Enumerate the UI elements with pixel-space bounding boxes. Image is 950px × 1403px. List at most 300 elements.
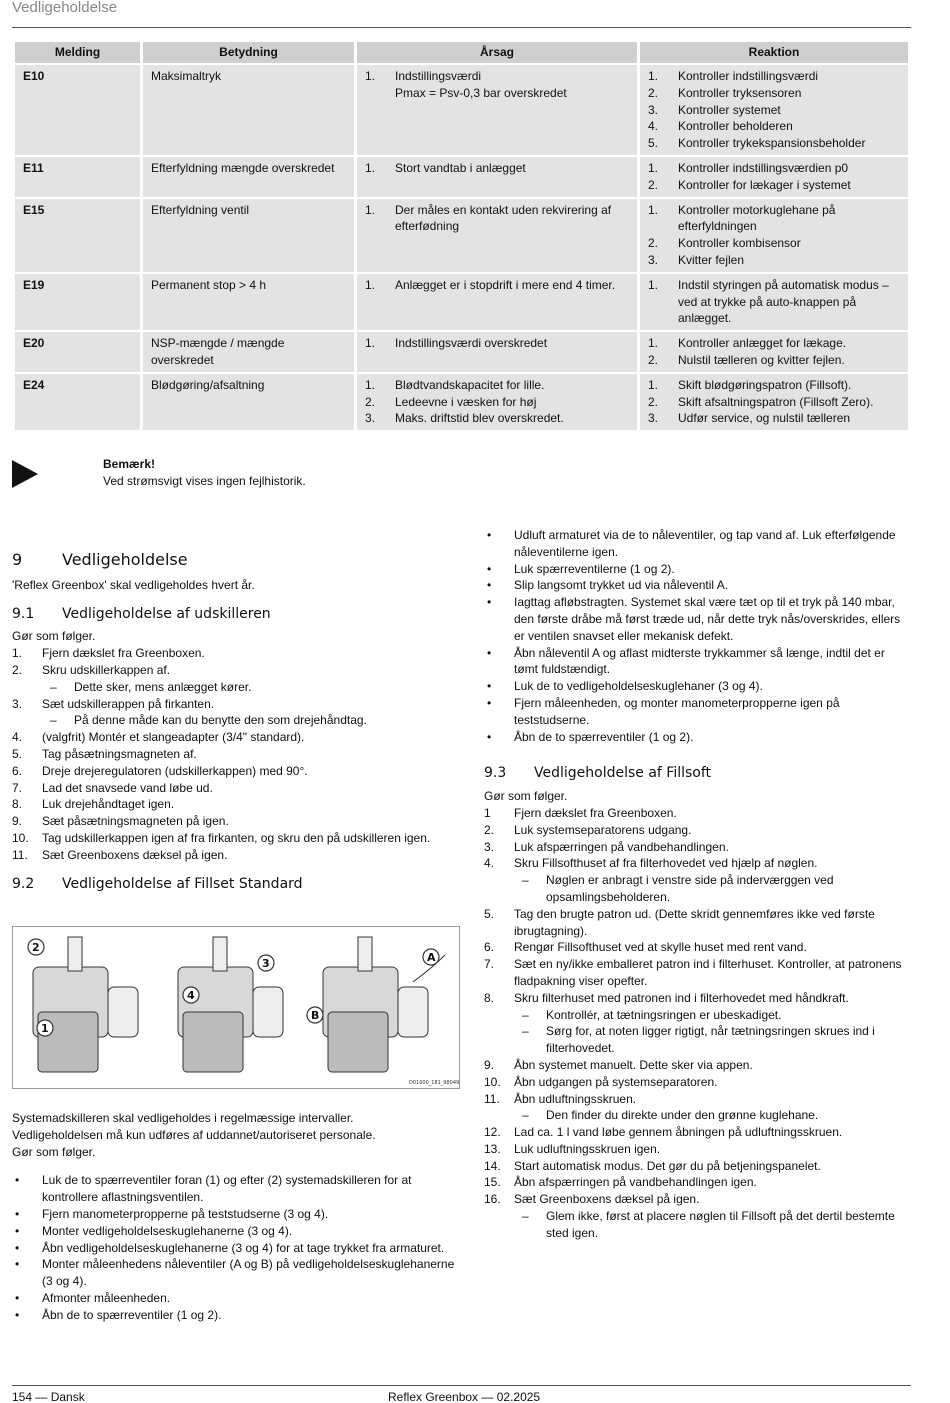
bullet-text: Åbn nåleventil A og aflast midterste trykkammer så længe, indtil det er tømt fuldstændigt. xyxy=(514,645,885,677)
error-code: E20 xyxy=(15,332,140,372)
error-meaning: Permanent stop > 4 h xyxy=(143,274,354,330)
item-text: Stort vandtab i anlægget xyxy=(395,160,526,175)
error-code: E11 xyxy=(15,157,140,197)
step-number: 7. xyxy=(484,957,495,972)
step-item xyxy=(484,939,912,956)
item-text: Kontroller beholderen xyxy=(678,119,793,134)
bullet-text: Åbn de to spærreventiler (1 og 2). xyxy=(42,1307,222,1322)
bullet-item xyxy=(12,1307,462,1324)
list-item xyxy=(648,235,900,252)
step-number: 11. xyxy=(484,1091,500,1106)
item-number: 1. xyxy=(648,202,659,217)
item-number: 2. xyxy=(365,394,376,409)
step-text: Åbn afspærringen på vandbehandlingen igen. xyxy=(514,1175,757,1190)
bullet-mark: • xyxy=(487,528,492,542)
cause-cell xyxy=(357,199,637,272)
bullet-text: Fjern måleenheden, og monter manometerpropperne igen på teststudserne. xyxy=(514,695,840,727)
step-text: Skru udskillerkappen af. xyxy=(42,662,171,677)
lead-text: Gør som følger. xyxy=(484,789,568,804)
step-item xyxy=(484,1091,912,1108)
step-text: Lad ca. 1 l vand løbe gennem åbningen på udluftningsskruen. xyxy=(514,1125,843,1140)
step-number: 4. xyxy=(12,730,23,745)
step-item xyxy=(12,645,462,662)
bullet-mark: • xyxy=(487,578,492,593)
step-number: 5. xyxy=(12,746,23,761)
bullet-text: Monter vedligeholdelseskuglehanerne (3 og 4). xyxy=(42,1223,293,1238)
step-text: Sæt påsætningsmagneten på igen. xyxy=(42,814,229,829)
item-number: 3. xyxy=(648,411,659,426)
bullet-mark: • xyxy=(15,1206,20,1221)
step-item xyxy=(484,805,912,822)
list-item xyxy=(648,68,900,85)
bullet-text: Åbn de to spærreventiler (1 og 2). xyxy=(514,729,694,744)
cause-cell xyxy=(357,332,637,372)
heading-number: 9.3 xyxy=(484,765,507,782)
step-subitem xyxy=(484,1208,912,1242)
bullet-item xyxy=(484,695,912,729)
dash: – xyxy=(522,1209,529,1224)
step-text: Tag den brugte patron ud. (Dette skridt gennemføres ikke ved første ibrugtagning). xyxy=(514,906,875,938)
bullet-text: Åbn vedligeholdelseskuglehanerne (3 og 4) for at tage trykket fra armaturet. xyxy=(42,1240,445,1255)
cause-cell xyxy=(357,374,637,430)
error-meaning: Efterfyldning ventil xyxy=(143,199,354,272)
item-text: Kontroller kombisensor xyxy=(678,236,801,251)
list-item xyxy=(648,277,900,327)
item-number xyxy=(365,85,395,102)
list-item xyxy=(365,410,629,427)
left-column xyxy=(12,552,462,892)
svg-text:4: 4 xyxy=(187,989,195,1002)
error-meaning: Efterfyldning mængde overskredet xyxy=(143,157,354,197)
heading-number: 9 xyxy=(12,550,23,569)
bullet-item xyxy=(484,678,912,695)
step-item xyxy=(484,1124,912,1141)
col-header-reaktion: Reaktion xyxy=(640,42,908,63)
bullet-text: Iagttag afløbstragten. Systemet skal være tæt op til et tryk på 140 mbar, den første dråbe må først træde ud, når dette tryk nås/overskrides, ellers er ventilen snavset eller mekanisk defekt. xyxy=(514,595,901,643)
step-number: 8. xyxy=(12,797,23,812)
intro-text: 'Reflex Greenbox' skal vedligeholdes hvert år. xyxy=(12,577,255,592)
bullet-text: Udluft armaturet via de to nåleventiler, og tap vand af. Luk efterfølgende nåleventilerne igen. xyxy=(514,528,896,559)
table-header-row xyxy=(15,42,908,63)
step-number: 6. xyxy=(12,763,23,778)
item-text: Kontroller indstillingsværdi xyxy=(678,69,819,83)
dash: – xyxy=(522,1108,529,1123)
right-column xyxy=(484,527,912,1242)
error-meaning: Maksimaltryk xyxy=(143,65,354,155)
cause-cell xyxy=(357,157,637,197)
step-text: Luk udluftningsskruen igen. xyxy=(514,1141,661,1156)
item-number: 3. xyxy=(648,252,659,267)
steps-9-1 xyxy=(12,645,462,863)
subitem-text: Kontrollér, at tætningsringen er ubeskadiget. xyxy=(546,1007,782,1022)
heading-title: Vedligeholdelse xyxy=(62,550,188,569)
step-subitem xyxy=(12,679,462,696)
list-item xyxy=(365,160,629,177)
step-number: 1 xyxy=(484,805,491,820)
bullet-text: Slip langsomt trykket ud via nåleventil A. xyxy=(514,578,729,593)
list-item xyxy=(648,177,900,194)
heading-number: 9.1 xyxy=(12,605,35,622)
item-text: Skift afsaltningspatron (Fillsoft Zero). xyxy=(678,394,874,409)
item-text: Kontroller trykekspansionsbeholder xyxy=(678,136,866,151)
bullet-mark: • xyxy=(15,1307,20,1322)
step-item xyxy=(12,696,462,713)
step-item xyxy=(484,1191,912,1208)
bullet-item xyxy=(484,561,912,578)
item-text: Anlægget er i stopdrift i mere end 4 timer. xyxy=(395,277,616,292)
bullet-item xyxy=(484,729,912,746)
step-item xyxy=(484,839,912,856)
step-number: 4. xyxy=(484,856,495,871)
cause-list xyxy=(365,68,629,102)
step-item xyxy=(484,822,912,839)
step-item xyxy=(484,1074,912,1091)
step-text: Sæt Greenboxens dæksel på igen. xyxy=(514,1192,700,1207)
step-text: Tag udskillerkappen igen af fra firkanten, og skru den på udskilleren igen. xyxy=(42,830,431,845)
step-text: Start automatisk modus. Det gør du på betjeningspanelet. xyxy=(514,1158,821,1173)
step-item xyxy=(12,662,462,679)
subitem-text: Nøglen er anbragt i venstre side på inderværggen ved opsamlingsbeholderen. xyxy=(546,873,834,904)
list-item xyxy=(365,377,629,394)
bullet-mark: • xyxy=(15,1240,20,1255)
steps-9-3 xyxy=(484,805,912,1242)
list-item xyxy=(648,352,900,369)
item-number: 3. xyxy=(365,411,376,426)
step-item xyxy=(484,956,912,990)
subitem-text: På denne måde kan du benytte den som drejehåndtag. xyxy=(74,713,367,728)
reaction-cell xyxy=(640,65,908,155)
footer-page: 154 — Dansk xyxy=(12,1390,85,1403)
step-text: Luk drejehåndtaget igen. xyxy=(42,797,175,812)
dash: – xyxy=(522,873,529,888)
error-code: E19 xyxy=(15,274,140,330)
header-rule xyxy=(12,27,911,28)
bullet-item xyxy=(484,577,912,594)
svg-text:B: B xyxy=(311,1009,320,1022)
item-text: Kontroller tryksensoren xyxy=(678,85,802,100)
error-code: E10 xyxy=(15,65,140,155)
fillset-illustration xyxy=(13,927,459,1088)
step-item xyxy=(484,855,912,872)
item-number: 2. xyxy=(648,85,659,100)
step-text: Luk systemseparatorens udgang. xyxy=(514,822,692,837)
list-item xyxy=(648,410,900,427)
paragraph-line: Systemadskilleren skal vedligeholdes i regelmæssige intervaller. xyxy=(12,1111,354,1125)
item-number: 1. xyxy=(365,336,376,351)
item-number: 2. xyxy=(648,236,659,251)
reaction-cell xyxy=(640,332,908,372)
step-number: 9. xyxy=(484,1057,495,1072)
error-meaning: Blødgøring/afsaltning xyxy=(143,374,354,430)
reaction-cell xyxy=(640,274,908,330)
list-item xyxy=(648,160,900,177)
reaction-cell xyxy=(640,157,908,197)
step-text: Skru Fillsofthuset af fra filterhovedet ved hjælp af nøglen. xyxy=(514,856,818,871)
step-text: Rengør Fillsofthuset ved at skylle huset med rent vand. xyxy=(514,940,807,955)
item-text: Kontroller systemet xyxy=(678,102,781,117)
step-text: (valgfrit) Montér et slangeadapter (3/4" standard). xyxy=(42,730,305,745)
step-text: Sæt udskillerappen på firkanten. xyxy=(42,696,215,711)
step-number: 3. xyxy=(12,696,23,711)
item-number: 5. xyxy=(648,136,659,151)
fillset-figure xyxy=(12,926,460,1089)
dash: – xyxy=(50,679,57,694)
step-number: 2. xyxy=(12,662,23,677)
bullet-mark: • xyxy=(487,729,492,744)
step-item xyxy=(12,729,462,746)
heading-9-3 xyxy=(484,765,912,782)
step-number: 10. xyxy=(12,830,29,845)
step-text: Luk afspærringen på vandbehandlingen. xyxy=(514,839,729,854)
step-text: Dreje drejeregulatoren (udskillerkappen) med 90°. xyxy=(42,763,308,778)
bullet-item xyxy=(12,1206,462,1223)
footer-doc: Reflex Greenbox — 02.2025 xyxy=(388,1390,541,1403)
item-text: Maks. driftstid blev overskredet. xyxy=(395,411,564,426)
paragraph-line: Vedligeholdelsen må kun udføres af uddannet/autoriseret personale. xyxy=(12,1127,376,1142)
list-item xyxy=(648,252,900,269)
reaction-cell xyxy=(640,199,908,272)
step-number: 8. xyxy=(484,990,495,1005)
step-subitem xyxy=(484,872,912,906)
step-item xyxy=(484,1141,912,1158)
left-column-lower xyxy=(12,1110,462,1324)
step-text: Sæt en ny/ikke emballeret patron ind i filterhuset. Kontroller, at patronens fladpakning viser opefter. xyxy=(514,957,902,988)
bullet-item xyxy=(484,594,912,644)
step-number: 9. xyxy=(12,814,23,829)
step-subitem xyxy=(12,712,462,729)
svg-text:1: 1 xyxy=(41,1022,49,1035)
reaction-list xyxy=(648,68,900,152)
list-item xyxy=(648,102,900,119)
svg-text:3: 3 xyxy=(262,957,270,970)
step-text: Fjern dækslet fra Greenboxen. xyxy=(42,646,205,661)
item-number: 1. xyxy=(648,160,659,175)
step-subitem xyxy=(484,1023,912,1057)
bullet-item xyxy=(12,1290,462,1307)
item-number: 1. xyxy=(365,277,376,292)
col-header-arsag: Årsag xyxy=(357,42,637,63)
item-text: Kvitter fejlen xyxy=(678,252,745,267)
step-subitem xyxy=(484,1107,912,1124)
svg-text:A: A xyxy=(427,951,436,964)
bullet-mark: • xyxy=(15,1290,20,1305)
subitem-text: Den finder du direkte under den grønne kuglehane. xyxy=(546,1108,819,1123)
bullet-text: Afmonter måleenheden. xyxy=(42,1290,171,1305)
step-number: 15. xyxy=(484,1175,501,1190)
item-number: 1. xyxy=(365,202,376,217)
item-number: 1. xyxy=(365,377,376,392)
step-item xyxy=(12,746,462,763)
step-item xyxy=(12,780,462,797)
step-number: 6. xyxy=(484,940,495,955)
item-text: Indstil styringen på automatisk modus – ved at trykke på auto-knappen på anlægget. xyxy=(678,277,889,326)
cause-list xyxy=(365,335,629,352)
bullet-item xyxy=(12,1223,462,1240)
step-number: 7. xyxy=(12,780,23,795)
error-meaning: NSP-mængde / mængde overskredet xyxy=(143,332,354,372)
list-item xyxy=(365,335,629,352)
list-item xyxy=(648,394,900,411)
error-table xyxy=(12,40,911,432)
step-subitem xyxy=(484,1007,912,1024)
heading-title: Vedligeholdelse af Fillsoft xyxy=(534,765,712,782)
item-text: Indstillingsværdi xyxy=(395,69,482,83)
item-number: 1. xyxy=(648,336,659,351)
item-text: Skift blødgøringspatron (Fillsoft). xyxy=(678,377,852,392)
list-item xyxy=(648,202,900,236)
step-item xyxy=(484,990,912,1007)
note-title: Bemærk! xyxy=(103,457,156,471)
reaction-list xyxy=(648,377,900,427)
dash: – xyxy=(522,1024,529,1039)
bullet-mark: • xyxy=(487,645,492,660)
step-item xyxy=(12,847,462,864)
list-item xyxy=(648,335,900,352)
figure-code: D01000_181_98049 xyxy=(409,1080,459,1086)
bullet-item xyxy=(484,645,912,679)
item-text: Kontroller anlægget for lækage. xyxy=(678,336,847,351)
bullet-text: Luk de to vedligeholdelseskuglehaner (3 og 4). xyxy=(514,679,763,694)
reaction-cell xyxy=(640,374,908,430)
step-text: Lad det snavsede vand løbe ud. xyxy=(42,780,213,795)
bullet-mark: • xyxy=(487,561,492,576)
bullet-mark: • xyxy=(15,1223,20,1238)
step-text: Fjern dækslet fra Greenboxen. xyxy=(514,805,677,820)
item-text: Udfør service, og nulstil tælleren xyxy=(678,411,851,426)
table-row xyxy=(15,65,908,155)
bullet-text: Monter måleenhedens nåleventiler (A og B) på vedligeholdelseskuglehanerne (3 og 4). xyxy=(42,1257,455,1289)
heading-title: Vedligeholdelse af Fillset Standard xyxy=(62,875,303,892)
bullet-mark: • xyxy=(15,1257,20,1272)
item-number: 1. xyxy=(648,69,659,83)
step-text: Skru filterhuset med patronen ind i filterhovedet med håndkraft. xyxy=(514,990,849,1005)
step-item xyxy=(484,1174,912,1191)
step-text: Åbn systemet manuelt. Dette sker via appen. xyxy=(514,1057,753,1072)
list-item xyxy=(648,377,900,394)
bullet-item xyxy=(12,1240,462,1257)
subitem-text: Sørg for, at noten ligger rigtigt, når tætningsringen skrues ind i filterhovedet. xyxy=(546,1024,875,1056)
item-number: 1. xyxy=(365,160,376,175)
item-number: 2. xyxy=(648,177,659,192)
error-code: E24 xyxy=(15,374,140,430)
reaction-list xyxy=(648,335,900,369)
lead-text: Gør som følger. xyxy=(12,629,96,644)
step-text: Sæt Greenboxens dæksel på igen. xyxy=(42,847,228,862)
step-item xyxy=(484,1057,912,1074)
bullet-text: Fjern manometerpropperne på teststudserne (3 og 4). xyxy=(42,1206,329,1221)
list-item xyxy=(648,118,900,135)
step-item xyxy=(484,906,912,940)
item-text: Der måles en kontakt uden rekvirering af efterfødning xyxy=(395,202,612,234)
dash: – xyxy=(522,1007,529,1022)
step-number: 11. xyxy=(12,847,28,862)
subitem-text: Dette sker, mens anlægget kører. xyxy=(74,679,252,694)
list-item xyxy=(365,202,629,236)
bullet-text: Luk de to spærreventiler foran (1) og efter (2) systemadskilleren for at kontrollere aflastningsventilen. xyxy=(42,1173,412,1205)
item-number: 3. xyxy=(648,102,659,117)
item-text: Ledeevne i væsken for høj xyxy=(395,394,537,409)
step-item xyxy=(12,830,462,847)
heading-title: Vedligeholdelse af udskilleren xyxy=(62,605,271,622)
heading-number: 9.2 xyxy=(12,875,35,892)
svg-text:2: 2 xyxy=(32,941,40,954)
dash: – xyxy=(50,713,57,728)
item-text: Nulstil tælleren og kvitter fejlen. xyxy=(678,352,845,367)
bullets-9-2-cont xyxy=(484,527,912,745)
col-header-melding: Melding xyxy=(15,42,140,63)
step-number: 12. xyxy=(484,1125,501,1140)
list-item xyxy=(648,135,900,152)
reaction-list xyxy=(648,160,900,194)
item-number: 2. xyxy=(648,352,659,367)
cause-cell xyxy=(357,65,637,155)
reaction-list xyxy=(648,277,900,327)
item-number: 1. xyxy=(648,377,659,392)
step-number: 14. xyxy=(484,1158,501,1173)
table-row xyxy=(15,274,908,330)
bullets-9-2 xyxy=(12,1172,462,1323)
paragraph-line: Gør som følger. xyxy=(12,1144,96,1159)
item-number: 1. xyxy=(365,69,376,83)
bullet-mark: • xyxy=(487,679,492,694)
item-text: Indstillingsværdi overskredet xyxy=(395,336,548,351)
bullet-mark: • xyxy=(487,695,492,710)
bullet-item xyxy=(12,1172,462,1206)
item-text: Pmax = Psv-0,3 bar overskredet xyxy=(395,85,567,100)
step-text: Åbn udluftningsskruen. xyxy=(514,1091,637,1106)
step-number: 13. xyxy=(484,1141,501,1156)
cause-cell xyxy=(357,274,637,330)
step-item xyxy=(12,796,462,813)
reaction-list xyxy=(648,202,900,269)
step-number: 2. xyxy=(484,822,495,837)
list-item xyxy=(365,394,629,411)
cause-list xyxy=(365,277,629,294)
step-number: 16. xyxy=(484,1192,501,1207)
cause-list xyxy=(365,202,629,236)
bullet-text: Luk spærreventilerne (1 og 2). xyxy=(514,561,675,576)
paragraph-9-2 xyxy=(12,1110,462,1160)
footer-rule xyxy=(12,1385,911,1386)
bullet-mark: • xyxy=(487,595,492,610)
list-item xyxy=(365,68,629,85)
table-row xyxy=(15,157,908,197)
item-number: 1. xyxy=(648,277,659,292)
step-text: Åbn udgangen på systemseparatoren. xyxy=(514,1074,718,1089)
cause-list xyxy=(365,160,629,177)
running-head: Vedligeholdelse xyxy=(12,0,118,16)
table-row xyxy=(15,199,908,272)
step-number: 1. xyxy=(12,646,23,661)
heading-9-2 xyxy=(12,876,462,893)
heading-9-1 xyxy=(12,606,462,623)
list-item xyxy=(365,85,629,102)
step-number: 5. xyxy=(484,906,495,921)
item-number: 4. xyxy=(648,119,659,134)
step-item xyxy=(12,813,462,830)
bullet-item xyxy=(12,1256,462,1290)
cause-list xyxy=(365,377,629,427)
step-item xyxy=(12,763,462,780)
step-item xyxy=(484,1158,912,1175)
item-text: Kontroller for lækager i systemet xyxy=(678,177,851,192)
item-text: Kontroller motorkuglehane på efterfyldningen xyxy=(678,202,836,234)
step-text: Tag påsætningsmagneten af. xyxy=(42,746,197,761)
list-item xyxy=(648,85,900,102)
error-code: E15 xyxy=(15,199,140,272)
bullet-mark: • xyxy=(15,1173,20,1188)
bullet-item xyxy=(484,527,912,561)
